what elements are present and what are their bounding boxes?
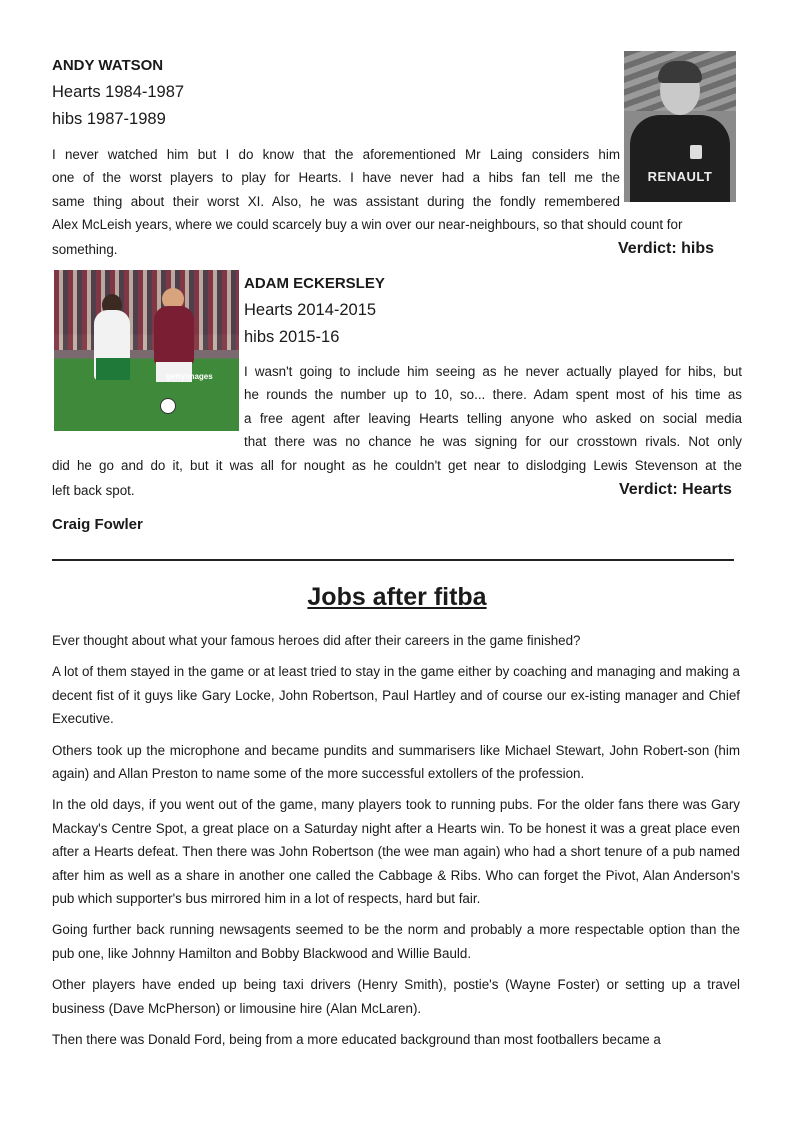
article-paragraph: In the old days, if you went out of the game, many players took to running pubs. For the older fans there was Gary Mackay's Centre Spot, a great place on a Saturday night after a Hearts win. To be honest it was a great place even after a Hearts defeat. Then there was John Robertson (the wee man again) who had a short tenure of a pub named after him as well as a share in another one called the Cabbage & Ribs. Who can forget the Pivot, Alan Anderson's pub which supporter's bus mirrored him in a lot of respects, hard but fair. bbox=[52, 797, 740, 907]
author-name: Craig Fowler bbox=[52, 516, 143, 533]
watson-verdict: Verdict: hibs bbox=[618, 240, 715, 257]
club-crest-icon bbox=[690, 145, 702, 159]
player-spell-hearts-watson: Hearts 1984-1987 bbox=[52, 83, 185, 101]
player-spell-hibs-eckersley: hibs 2015-16 bbox=[244, 328, 340, 346]
watson-line: I never watched him but I do know that the aforementioned Mr Laing considers him bbox=[52, 147, 620, 162]
article-body bbox=[52, 629, 740, 1060]
eckersley-photo bbox=[54, 270, 239, 431]
shirt-sponsor: RENAULT bbox=[647, 169, 713, 184]
crowd-background bbox=[54, 270, 239, 350]
player-spell-hibs-watson: hibs 1987-1989 bbox=[52, 110, 166, 128]
eckersley-paragraph bbox=[244, 360, 742, 454]
photo-watermark: gettyimages bbox=[166, 372, 213, 381]
player-name-eckersley: ADAM ECKERSLEY bbox=[244, 275, 385, 292]
player-hearts-shirt bbox=[154, 306, 194, 364]
eckersley-line: he rounds the number up to 10, so... there. Adam spent most of his time as bbox=[244, 387, 742, 403]
player-shirt bbox=[630, 115, 730, 202]
article-paragraph: Others took up the microphone and became pundits and summarisers like Michael Stewart, John Robert-son (him again) and Allan Preston to name some of the more successful extollers of the profession. bbox=[52, 742, 740, 782]
watson-photo bbox=[624, 51, 736, 202]
player-spell-hearts-eckersley: Hearts 2014-2015 bbox=[244, 301, 377, 319]
eckersley-line: left back spot. bbox=[52, 483, 135, 498]
watson-line: one of the worst players to play for Hearts. I have never had a hibs fan tell me the bbox=[52, 170, 620, 186]
article-paragraph: A lot of them stayed in the game or at least tried to stay in the game either by coaching and managing and making a decent fist of it guys like Gary Locke, John Robertson, Paul Hartley and of course our ex-isting manager and Chief Executive. bbox=[52, 664, 740, 727]
player-name-watson: ANDY WATSON bbox=[52, 57, 164, 74]
watson-paragraph bbox=[52, 143, 620, 213]
player-hibs-shorts bbox=[96, 358, 130, 380]
article-paragraph: Ever thought about what your famous heroes did after their careers in the game finished? bbox=[52, 633, 581, 648]
watson-line: Alex McLeish years, where we could scarcely buy a win over our near-neighbours, so that should count for bbox=[52, 217, 683, 232]
eckersley-line: I wasn't going to include him seeing as he never actually played for hibs, but bbox=[244, 364, 742, 379]
player-hair bbox=[658, 61, 702, 83]
section-divider bbox=[52, 559, 734, 561]
article-paragraph: Then there was Donald Ford, being from a more educated background than most footballers became a bbox=[52, 1032, 661, 1048]
eckersley-line: did he go and do it, but it was all for nought as he couldn't get near to dislodging Lewis Stevenson at the bbox=[52, 458, 742, 473]
watson-line: same thing about their worst XI. Also, he was assistant during the fondly remembered bbox=[52, 193, 620, 209]
article-title: Jobs after fitba bbox=[307, 583, 487, 611]
eckersley-line: a free agent after leaving Hearts telling anyone who asked on social media bbox=[244, 410, 742, 426]
watson-line: something. bbox=[52, 242, 118, 257]
eckersley-line: that there was no chance he was signing for our crosstown rivals. Not only bbox=[244, 434, 742, 450]
article-paragraph: Other players have ended up being taxi drivers (Henry Smith), postie's (Wayne Foster) or setting up a travel business (Dave McPherson) or limousine hire (Alan McLaren). bbox=[52, 977, 740, 1016]
football-icon bbox=[160, 398, 176, 414]
eckersley-verdict: Verdict: Hearts bbox=[619, 481, 732, 498]
article-paragraph: Going further back running newsagents seemed to be the norm and probably a more respectable option than the pub one, like Johnny Hamilton and Bobby Blackwood and Willie Bauld. bbox=[52, 922, 740, 961]
